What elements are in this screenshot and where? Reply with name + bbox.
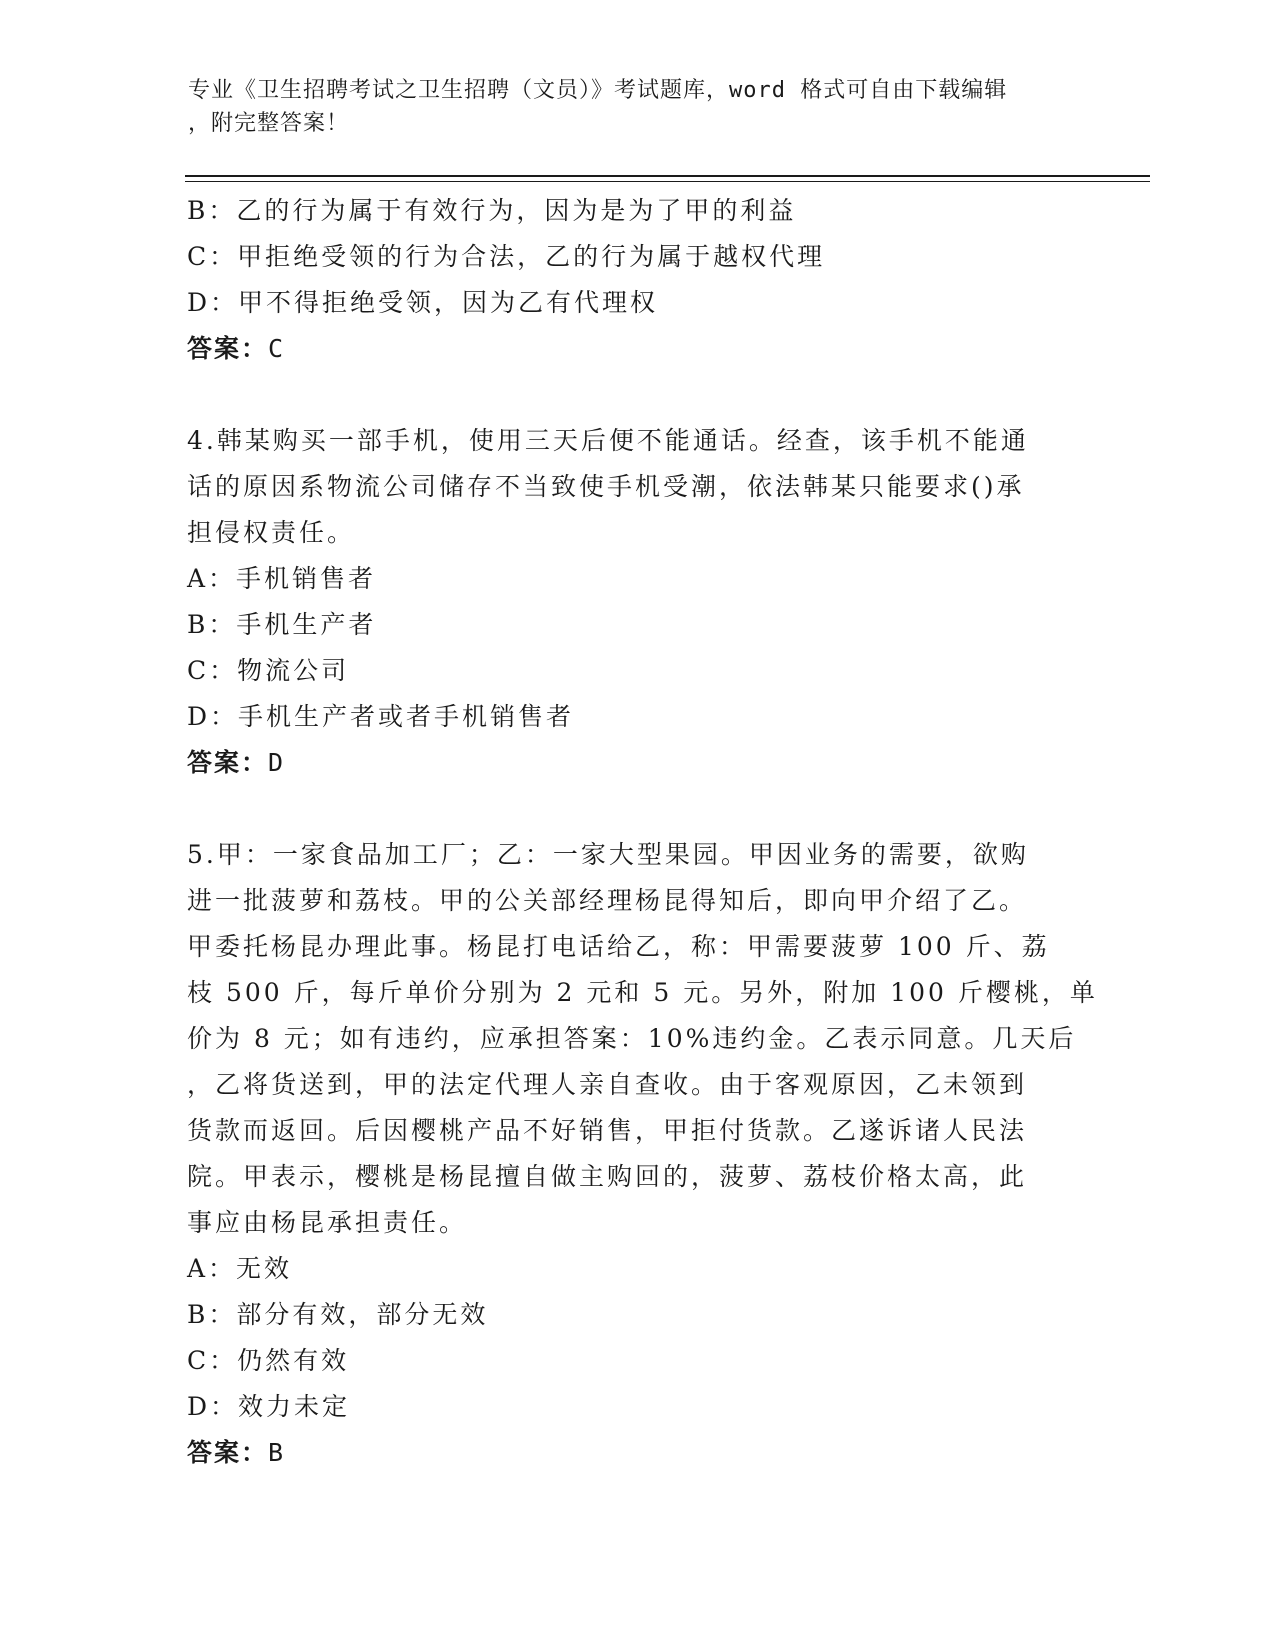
option-d: D：手机生产者或者手机销售者 <box>187 702 575 731</box>
answer-line <box>187 326 1067 372</box>
option-a: A：无效 <box>187 1254 293 1283</box>
question-stem-line: 货款而返回。后因樱桃产品不好销售，甲拒付货款。乙遂诉诸人民法 <box>187 1116 1028 1145</box>
question-stem-line: 进一批菠萝和荔枝。甲的公关部经理杨昆得知后，即向甲介绍了乙。 <box>187 886 1028 915</box>
option-b: B：部分有效，部分无效 <box>187 1300 489 1329</box>
question-5 <box>187 832 1098 1476</box>
question-stem-line: 话的原因系物流公司储存不当致使手机受潮，依法韩某只能要求()承 <box>187 472 1025 501</box>
document-body <box>187 188 1098 1476</box>
option-d: D：甲不得拒绝受领，因为乙有代理权 <box>187 288 659 317</box>
question-3 <box>187 188 1067 372</box>
option-c: C：物流公司 <box>187 656 350 685</box>
header-divider-thick <box>185 175 1150 177</box>
question-stem-line: 甲委托杨昆办理此事。杨昆打电话给乙，称：甲需要菠萝 100 斤、荔 <box>187 932 1050 961</box>
document-header <box>188 74 1088 140</box>
answer-label: 答案： <box>187 334 269 363</box>
option-c: C：仍然有效 <box>187 1346 350 1375</box>
spacer <box>187 786 1067 832</box>
question-stem-line: 5.甲：一家食品加工厂；乙：一家大型果园。甲因业务的需要，欲购 <box>187 840 1029 869</box>
question-stem-line: 枝 500 斤，每斤单价分别为 2 元和 5 元。另外，附加 100 斤樱桃，单 <box>187 978 1098 1007</box>
question-stem-line: 事应由杨昆承担责任。 <box>187 1208 468 1237</box>
answer-value: D <box>268 748 286 777</box>
question-stem-line: ，乙将货送到，甲的法定代理人亲自查收。由于客观原因，乙未领到 <box>187 1070 1028 1099</box>
answer-line <box>187 1430 1067 1476</box>
option-b: B：手机生产者 <box>187 610 377 639</box>
option-d: D：效力未定 <box>187 1392 351 1421</box>
answer-label: 答案： <box>187 748 269 777</box>
header-divider-thin <box>185 181 1150 182</box>
question-stem-line: 价为 8 元；如有违约，应承担答案：10%违约金。乙表示同意。几天后 <box>187 1024 1077 1053</box>
question-stem-line: 4.韩某购买一部手机，使用三天后便不能通话。经查，该手机不能通 <box>187 426 1029 455</box>
answer-value: B <box>268 1438 286 1467</box>
header-line-1: 专业《卫生招聘考试之卫生招聘（文员）》考试题库，word 格式可自由下载编辑 <box>188 78 1008 103</box>
header-line-2: ，附完整答案！ <box>188 111 350 136</box>
option-a: A：手机销售者 <box>187 564 377 593</box>
spacer <box>187 372 1067 418</box>
option-b: B：乙的行为属于有效行为，因为是为了甲的利益 <box>187 196 797 225</box>
answer-value: C <box>268 334 286 363</box>
answer-line <box>187 740 1067 786</box>
question-stem-line: 担侵权责任。 <box>187 518 356 547</box>
option-c: C：甲拒绝受领的行为合法，乙的行为属于越权代理 <box>187 242 826 271</box>
question-stem-line: 院。甲表示，樱桃是杨昆擅自做主购回的，菠萝、荔枝价格太高，此 <box>187 1162 1028 1191</box>
question-4 <box>187 418 1067 786</box>
answer-label: 答案： <box>187 1438 269 1467</box>
